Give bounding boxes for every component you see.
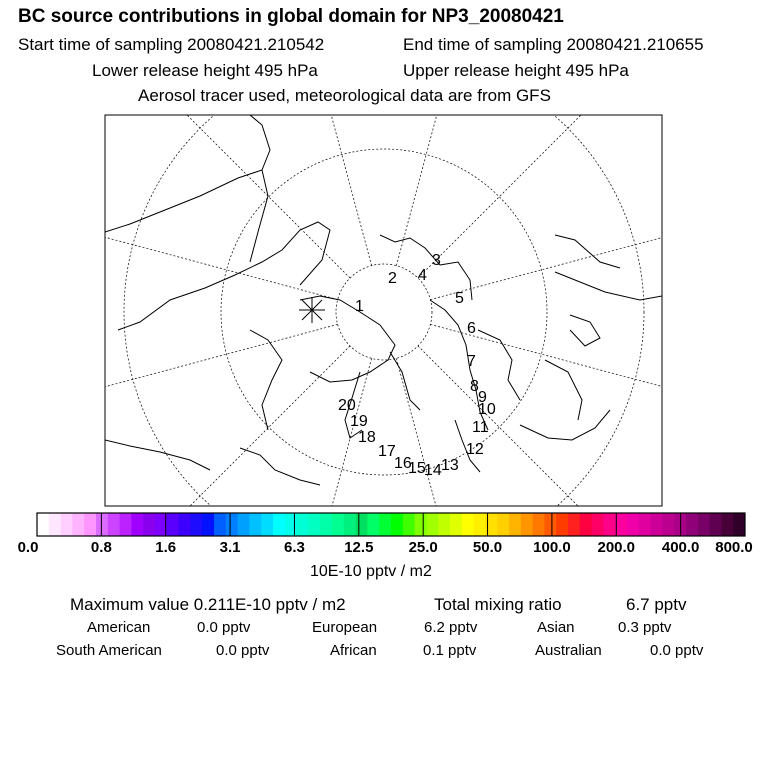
colorbar-swatch [108, 513, 120, 536]
trajectory-point-label: 18 [358, 429, 376, 446]
coastline-segment [555, 272, 662, 300]
trajectory-point-label: 14 [424, 462, 442, 479]
colorbar-tick-label: 50.0 [472, 539, 503, 556]
region-name: European [312, 619, 378, 636]
colorbar-swatch [356, 513, 368, 536]
coastline-segment [545, 360, 582, 420]
trajectory-point-label: 10 [478, 401, 496, 418]
colorbar-swatch [143, 513, 155, 536]
release-site-marker [299, 297, 325, 323]
meridian-line [0, 324, 338, 467]
colorbar-swatch [710, 513, 722, 536]
colorbar-swatch [474, 513, 486, 536]
colorbar-swatch [556, 513, 568, 536]
colorbar-swatch [533, 513, 545, 536]
colorbar-tick-label: 0.8 [90, 539, 112, 556]
colorbar-swatch [61, 513, 73, 536]
plot-title: BC source contributions in global domain for NP3_20080421 [18, 6, 564, 27]
region-name: Asian [537, 619, 575, 636]
region-value: 0.0 pptv [197, 619, 251, 636]
region-name: Australian [535, 642, 602, 659]
colorbar-swatch [167, 513, 179, 536]
colorbar-swatch [544, 513, 556, 536]
trajectory-point-label: 13 [441, 457, 459, 474]
region-value: 0.1 pptv [423, 642, 477, 659]
lower-height-label: Lower release height 495 hPa [92, 61, 318, 80]
total-mixing-label: Total mixing ratio [434, 595, 562, 614]
colorbar-swatch [320, 513, 332, 536]
trajectory-point-label: 2 [388, 270, 397, 287]
colorbar-swatch [72, 513, 84, 536]
colorbar-swatch [698, 513, 710, 536]
end-time-label: End time of sampling 20080421.210655 [403, 35, 704, 54]
colorbar-swatch [344, 513, 356, 536]
upper-height-label: Upper release height 495 hPa [403, 61, 629, 80]
region-name: South American [56, 642, 162, 659]
colorbar-tick-label: 25.0 [408, 539, 438, 556]
colorbar-swatch [308, 513, 320, 536]
colorbar-swatch [450, 513, 462, 536]
colorbar-swatch [261, 513, 273, 536]
trajectory-point-label: 4 [418, 267, 427, 284]
trajectory-point-label: 12 [466, 441, 484, 458]
meridian-line [229, 0, 372, 266]
colorbar-swatch [273, 513, 285, 536]
colorbar-swatch [285, 513, 297, 536]
trajectory-point-label: 15 [408, 460, 426, 477]
colorbar-tick-label: 6.3 [284, 539, 305, 556]
trajectory-point-label: 8 [470, 378, 479, 395]
colorbar-swatch [120, 513, 132, 536]
meridian-line [418, 0, 768, 278]
colorbar-swatch [403, 513, 415, 536]
coastline-segment [380, 235, 440, 265]
colorbar-tick-label: 400.0 [661, 539, 700, 556]
meridian-line [0, 0, 350, 278]
colorbar-swatch [190, 513, 202, 536]
colorbar-swatch [379, 513, 391, 536]
colorbar-unit: 10E-10 pptv / m2 [310, 563, 432, 580]
start-time-label: Start time of sampling 20080421.210542 [18, 35, 325, 54]
colorbar-tick-label: 3.1 [219, 539, 241, 556]
colorbar-swatch [686, 513, 698, 536]
colorbar-swatch [96, 513, 108, 536]
region-value: 0.0 pptv [650, 642, 704, 659]
colorbar-swatch [84, 513, 96, 536]
colorbar-tick-label: 200.0 [597, 539, 636, 556]
colorbar-swatch [415, 513, 427, 536]
trajectory-points [338, 252, 496, 479]
coastline-segment [105, 440, 210, 470]
max-value-label: Maximum value 0.211E-10 pptv / m2 [70, 595, 346, 614]
trajectory-point-label: 11 [472, 419, 489, 436]
colorbar-swatch [627, 513, 639, 536]
colorbar-swatch [214, 513, 226, 536]
colorbar-swatch [521, 513, 533, 536]
colorbar-swatch [639, 513, 651, 536]
colorbar-tick-label: 12.5 [344, 539, 374, 556]
colorbar-swatch [721, 513, 733, 536]
trajectory-point-label: 1 [355, 298, 364, 315]
colorbar-swatch [202, 513, 214, 536]
trajectory-point-label: 20 [338, 397, 356, 414]
colorbar-swatch [733, 513, 745, 536]
colorbar-swatch [226, 513, 238, 536]
tracer-note: Aerosol tracer used, meteorological data are from GFS [138, 86, 551, 105]
colorbar-swatch [238, 513, 250, 536]
colorbar-swatch [37, 513, 49, 536]
meridian-line [430, 157, 768, 300]
coastline-segment [250, 170, 268, 262]
trajectory-point-label: 3 [432, 252, 441, 269]
colorbar-swatch [426, 513, 438, 536]
colorbar-swatch [297, 513, 309, 536]
region-value: 0.3 pptv [618, 619, 672, 636]
colorbar-swatch [651, 513, 663, 536]
region-name: African [330, 642, 377, 659]
colorbar-swatch [179, 513, 191, 536]
colorbar-swatch [332, 513, 344, 536]
meridian-line [396, 0, 539, 266]
coastline-segment [240, 448, 320, 485]
colorbar-swatch [592, 513, 604, 536]
region-value: 0.0 pptv [216, 642, 270, 659]
region-value: 6.2 pptv [424, 619, 478, 636]
total-mixing-value: 6.7 pptv [626, 595, 687, 614]
colorbar-tick-label: 1.6 [155, 539, 177, 556]
colorbar-swatch [367, 513, 379, 536]
colorbar-swatch [462, 513, 474, 536]
colorbar-swatch [497, 513, 509, 536]
coastline-segment [300, 296, 395, 382]
coastline-segment [520, 410, 610, 440]
trajectory-point-label: 17 [378, 443, 396, 460]
colorbar-swatch [49, 513, 61, 536]
colorbar-swatch [438, 513, 450, 536]
meridian-line [0, 157, 338, 300]
coastline-segment [570, 315, 600, 346]
coastline-segment [250, 330, 282, 430]
colorbar-swatch [391, 513, 403, 536]
trajectory-point-label: 7 [467, 353, 476, 370]
colorbar-swatch [509, 513, 521, 536]
colorbar-tick-label: 100.0 [533, 539, 571, 556]
coastline-segment [555, 235, 620, 268]
map-coastlines [105, 115, 662, 485]
colorbar-tick-label: 0.0 [17, 539, 39, 556]
colorbar-swatch [580, 513, 592, 536]
colorbar-swatch [249, 513, 261, 536]
colorbar-swatch [662, 513, 674, 536]
trajectory-point-label: 9 [478, 389, 487, 406]
coastline-segment [118, 222, 330, 330]
colorbar-swatch [603, 513, 615, 536]
colorbar-swatch [615, 513, 627, 536]
trajectory-point-label: 5 [455, 290, 464, 307]
colorbar [37, 513, 746, 536]
trajectory-point-label: 16 [394, 455, 412, 472]
colorbar-swatch [131, 513, 143, 536]
colorbar-tick-label: 800.0 [715, 539, 753, 556]
coastline-segment [390, 352, 420, 410]
region-name: American [87, 619, 151, 636]
colorbar-swatch [568, 513, 580, 536]
trajectory-point-label: 19 [350, 413, 368, 430]
trajectory-point-label: 6 [467, 320, 476, 337]
